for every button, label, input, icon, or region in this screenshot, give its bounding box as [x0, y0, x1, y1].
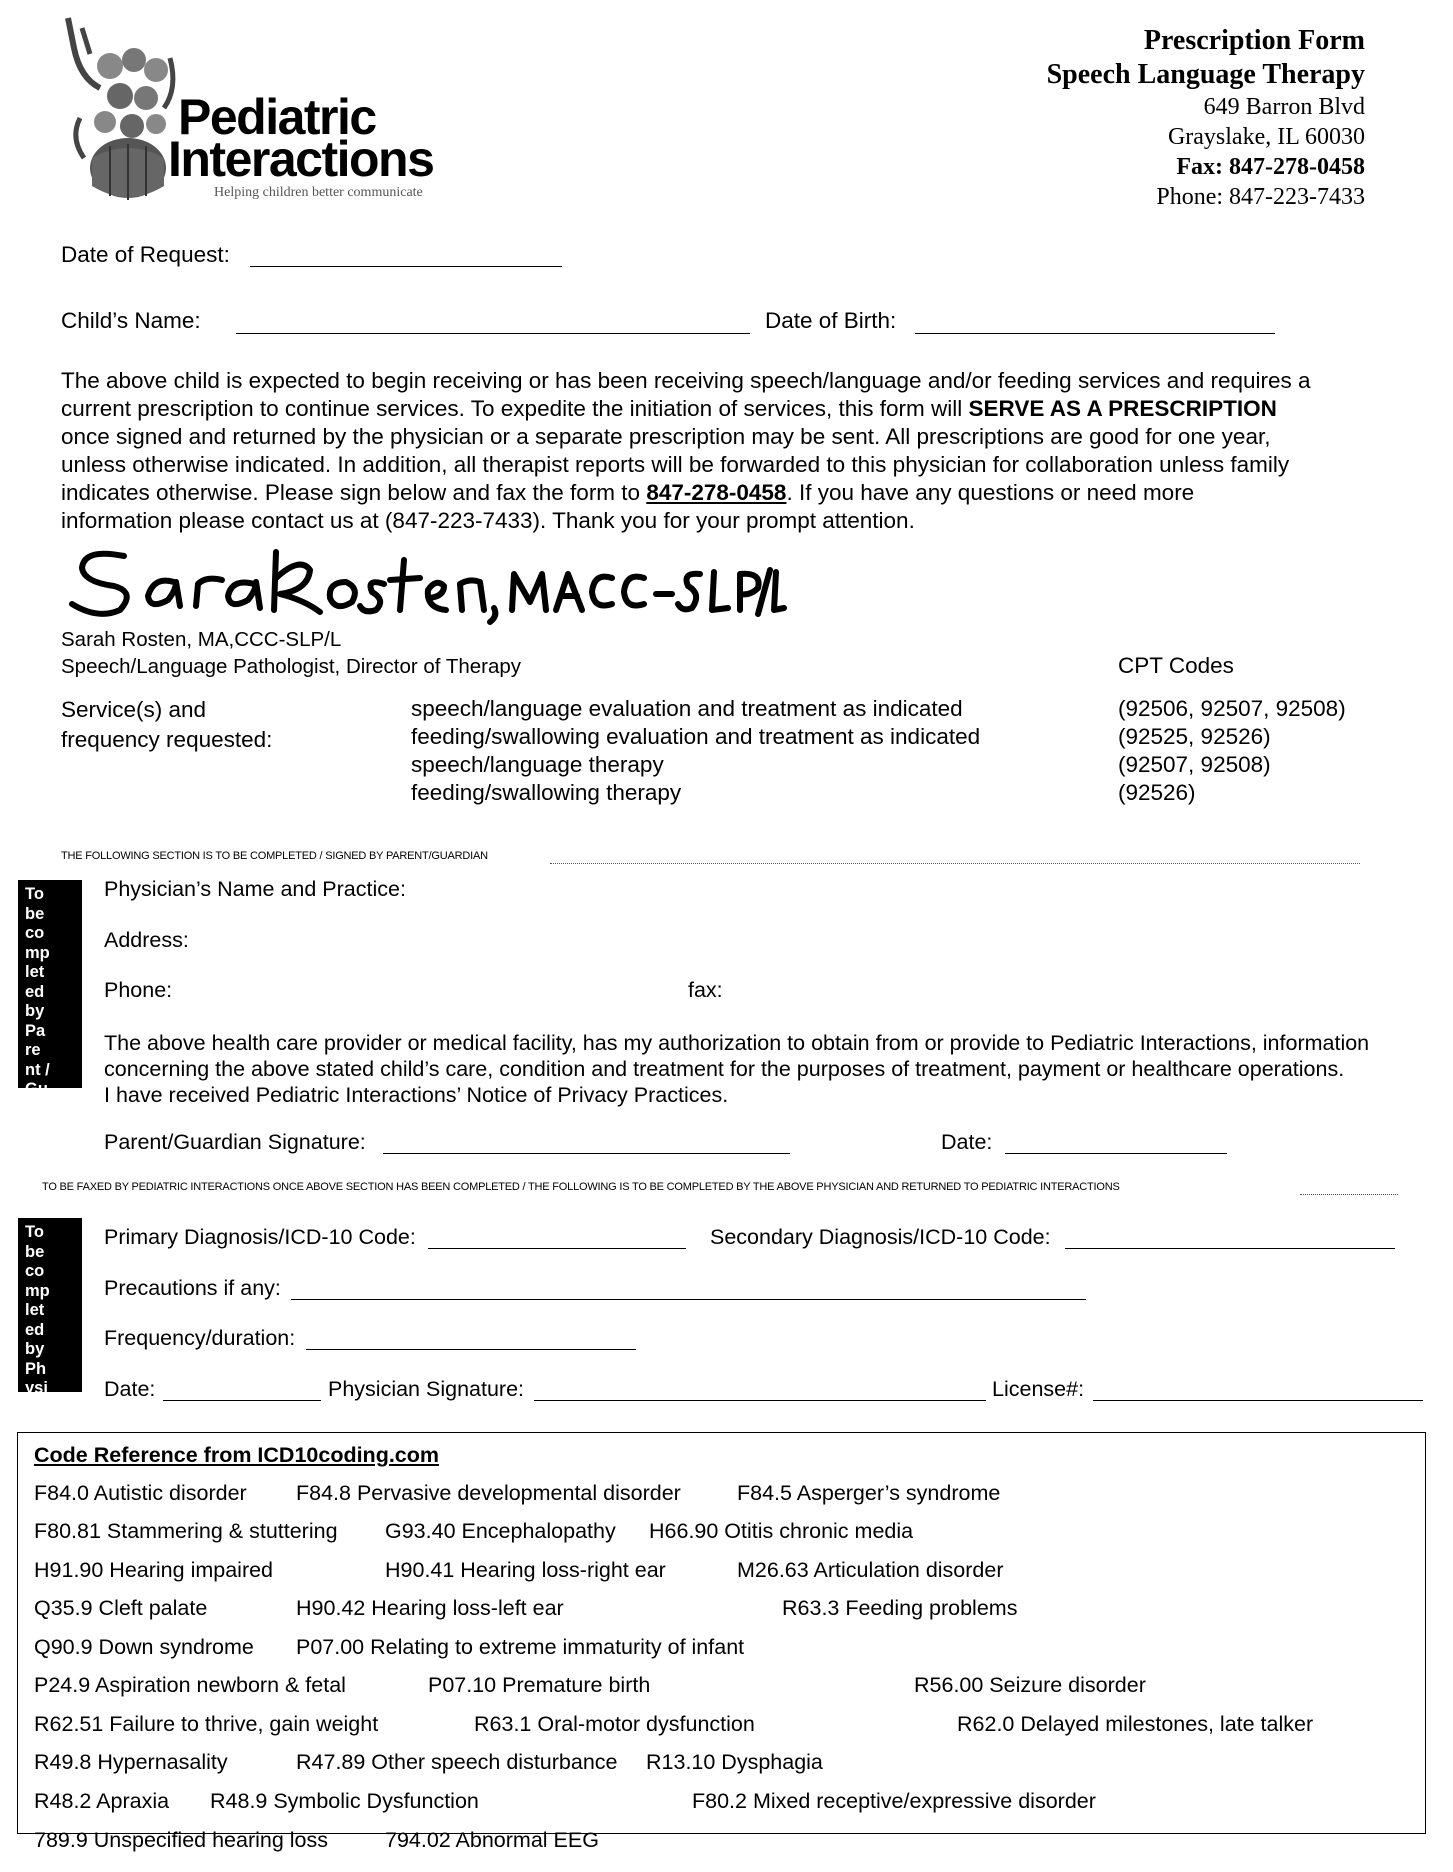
code-item: 794.02 Abnormal EEG: [385, 1828, 599, 1852]
fax-label: fax:: [688, 978, 723, 1002]
phone-label: Phone:: [104, 978, 173, 1002]
cpt-codes-header: CPT Codes: [1118, 653, 1234, 678]
primary-diagnosis-field[interactable]: [428, 1247, 686, 1249]
sidebar-text: Gu: [25, 1080, 48, 1098]
code-item: H90.42 Hearing loss-left ear: [296, 1596, 564, 1620]
code-item: R13.10 Dysphagia: [646, 1750, 823, 1774]
date-of-birth-field[interactable]: [915, 332, 1275, 334]
services-label-line1: Service(s) and: [61, 697, 207, 722]
cpt-code: (92526): [1118, 780, 1196, 805]
sidebar-text: re: [25, 1041, 41, 1059]
parent-date-field[interactable]: [1005, 1152, 1227, 1154]
logo-tagline: Helping children better communicate: [214, 185, 423, 200]
logo-mascot-icon: [60, 18, 180, 203]
sidebar-text: co: [25, 1262, 45, 1280]
license-label: License#:: [992, 1377, 1085, 1401]
childs-name-field[interactable]: [236, 332, 750, 334]
physician-signature-label: Physician Signature:: [328, 1377, 524, 1401]
physician-section-divider: TO BE FAXED BY PEDIATRIC INTERACTIONS ONCE ABOVE SECTION HAS BEEN COMPLETED / THE FOLLOWING IS TO BE COMPLETED BY THE ABOVE PHYSICIAN AND RETURNED TO PEDIATRIC INTERACTIONS: [42, 1181, 1120, 1193]
code-item: H90.41 Hearing loss-right ear: [385, 1558, 666, 1582]
code-item: R48.9 Symbolic Dysfunction: [210, 1789, 479, 1813]
frequency-field[interactable]: [306, 1348, 636, 1350]
code-item: R63.1 Oral-motor dysfunction: [474, 1712, 755, 1736]
sidebar-text: ysi: [25, 1379, 48, 1397]
frequency-label: Frequency/duration:: [104, 1326, 296, 1350]
service-item: speech/language evaluation and treatment as indicated: [411, 696, 963, 721]
sidebar-text: nt /: [25, 1060, 50, 1079]
code-item: H91.90 Hearing impaired: [34, 1558, 274, 1582]
code-item: G93.40 Encephalopathy: [385, 1519, 616, 1543]
code-item: F80.81 Stammering & stuttering: [34, 1519, 338, 1543]
code-item: F80.2 Mixed receptive/expressive disorder: [692, 1789, 1096, 1813]
physician-signature-field[interactable]: [534, 1399, 986, 1401]
cpt-codes-list: [1118, 695, 1346, 807]
fax-link: 847-278-0458: [646, 480, 787, 505]
code-item: H66.90 Otitis chronic media: [649, 1519, 914, 1543]
therapist-title: Speech/Language Pathologist, Director of Therapy: [61, 655, 522, 678]
sidebar-text: ed: [25, 1320, 45, 1339]
therapist-name: Sarah Rosten, MA,CCC-SLP/L: [61, 628, 342, 651]
code-item: P07.10 Premature birth: [428, 1673, 651, 1697]
sidebar-text: by: [25, 1002, 45, 1020]
sidebar-text: by: [25, 1340, 45, 1358]
service-item: speech/language therapy: [411, 752, 664, 777]
services-label-line2: frequency requested:: [61, 727, 273, 752]
intro-text: current prescription to continue services. To expedite the initiation of services, this form will: [61, 396, 969, 421]
code-item: Q35.9 Cleft palate: [34, 1596, 208, 1620]
authorization-text: [104, 1030, 1369, 1108]
sidebar-text: Ph: [25, 1359, 47, 1378]
fax-number: Fax: 847-278-0458: [1176, 154, 1365, 180]
address-line2: Grayslake, IL 60030: [1167, 124, 1365, 150]
intro-line: The above child is expected to begin receiving or has been receiving speech/language and/or feeding services and requires a: [61, 368, 1311, 393]
code-item: P24.9 Aspiration newborn & fetal: [34, 1673, 346, 1697]
intro-text: indicates otherwise. Please sign below and fax the form to: [61, 480, 647, 505]
sidebar-text: be: [25, 904, 45, 923]
code-reference-title: Code Reference from ICD10coding.com: [34, 1443, 440, 1467]
code-item: F84.0 Autistic disorder: [34, 1481, 247, 1505]
authorization-line: concerning the above stated child’s care, condition and treatment for the purposes of treatment, payment or healthcare operations.: [104, 1057, 1345, 1081]
code-item: P07.00 Relating to extreme immaturity of infant: [296, 1635, 745, 1659]
physician-name-label: Physician’s Name and Practice:: [104, 877, 406, 901]
precautions-label: Precautions if any:: [104, 1276, 281, 1300]
authorization-line: I have received Pediatric Interactions’ Notice of Privacy Practices.: [104, 1083, 729, 1107]
code-item: R47.89 Other speech disturbance: [296, 1750, 618, 1774]
cpt-code: (92507, 92508): [1118, 752, 1271, 777]
sidebar-text: let: [25, 963, 45, 981]
physician-date-field[interactable]: [163, 1399, 321, 1401]
address-line1: 649 Barron Blvd: [1203, 94, 1365, 120]
date-of-request-field[interactable]: [250, 265, 562, 267]
physician-sidebar-label: [18, 1218, 82, 1397]
sidebar-text: co: [25, 924, 45, 942]
intro-paragraph: [61, 367, 1431, 535]
sidebar-text: ed: [25, 982, 45, 1001]
cpt-code: (92525, 92526): [1118, 724, 1271, 749]
date-of-request-label: Date of Request:: [61, 242, 230, 267]
sidebar-text: let: [25, 1301, 45, 1319]
sidebar-text: mp: [25, 1281, 50, 1300]
code-item: R62.51 Failure to thrive, gain weight: [34, 1712, 379, 1736]
sidebar-text: be: [25, 1242, 45, 1261]
parent-sidebar-label: [18, 880, 82, 1098]
therapist-signature: [64, 538, 784, 628]
code-item: R56.00 Seizure disorder: [914, 1673, 1146, 1697]
intro-text: . If you have any questions or need more: [786, 480, 1195, 505]
primary-diagnosis-label: Primary Diagnosis/ICD-10 Code:: [104, 1225, 416, 1249]
form-title: Prescription Form: [1143, 25, 1365, 56]
authorization-line: The above health care provider or medical facility, has my authorization to obtain from or provide to Pediatric Interactions, information: [104, 1031, 1370, 1055]
sidebar-text: To: [25, 1223, 44, 1241]
sidebar-text: mp: [25, 943, 50, 962]
service-item: feeding/swallowing therapy: [411, 780, 682, 805]
physician-date-label: Date:: [104, 1377, 156, 1401]
divider-dotted-line: [1300, 1193, 1398, 1195]
cpt-code: (92506, 92507, 92508): [1118, 696, 1346, 721]
code-item: M26.63 Articulation disorder: [737, 1558, 1004, 1582]
logo-text-pediatric: Pediatric: [178, 89, 376, 145]
code-item: R49.8 Hypernasality: [34, 1750, 228, 1774]
code-item: F84.8 Pervasive developmental disorder: [296, 1481, 681, 1505]
serve-as-prescription: SERVE AS A PRESCRIPTION: [968, 396, 1277, 421]
parent-section-divider: THE FOLLOWING SECTION IS TO BE COMPLETED / SIGNED BY PARENT/GUARDIAN: [61, 850, 488, 862]
intro-line: [61, 479, 1431, 507]
form-subtitle: Speech Language Therapy: [1046, 59, 1365, 90]
code-item: R48.2 Apraxia: [34, 1789, 170, 1813]
code-item: Q90.9 Down syndrome: [34, 1635, 254, 1659]
logo: [60, 18, 510, 208]
intro-line: unless otherwise indicated. In addition, all therapist reports will be forwarded to this physician for collaboration unless family: [61, 452, 1290, 477]
header-contact: [765, 24, 1365, 212]
divider-dotted-line: [550, 862, 1360, 864]
date-of-birth-label: Date of Birth:: [765, 308, 897, 333]
address-label: Address:: [104, 928, 189, 952]
intro-line: [61, 395, 1431, 423]
code-item: 789.9 Unspecified hearing loss: [34, 1828, 329, 1852]
sidebar-text: To: [25, 885, 44, 903]
intro-line: once signed and returned by the physician or a separate prescription may be sent. All prescriptions are good for one year,: [61, 424, 1271, 449]
parent-signature-label: Parent/Guardian Signature:: [104, 1130, 366, 1154]
childs-name-label: Child’s Name:: [61, 308, 201, 333]
license-field[interactable]: [1093, 1399, 1423, 1401]
intro-line: information please contact us at (847-223-7433). Thank you for your prompt attention.: [61, 508, 915, 533]
code-item: R63.3 Feeding problems: [782, 1596, 1018, 1620]
parent-signature-field[interactable]: [383, 1152, 790, 1154]
secondary-diagnosis-field[interactable]: [1065, 1247, 1395, 1249]
sidebar-text: Pa: [25, 1021, 46, 1040]
code-item: F84.5 Asperger’s syndrome: [737, 1481, 1001, 1505]
logo-text-interactions: Interactions: [168, 131, 434, 187]
code-item: R62.0 Delayed milestones, late talker: [957, 1712, 1314, 1736]
services-label: [61, 695, 272, 755]
services-list: [411, 695, 980, 807]
phone-number: Phone: 847-223-7433: [1156, 184, 1365, 210]
secondary-diagnosis-label: Secondary Diagnosis/ICD-10 Code:: [710, 1225, 1051, 1249]
service-item: feeding/swallowing evaluation and treatment as indicated: [411, 724, 981, 749]
parent-date-label: Date:: [941, 1130, 993, 1154]
precautions-field[interactable]: [291, 1298, 1086, 1300]
